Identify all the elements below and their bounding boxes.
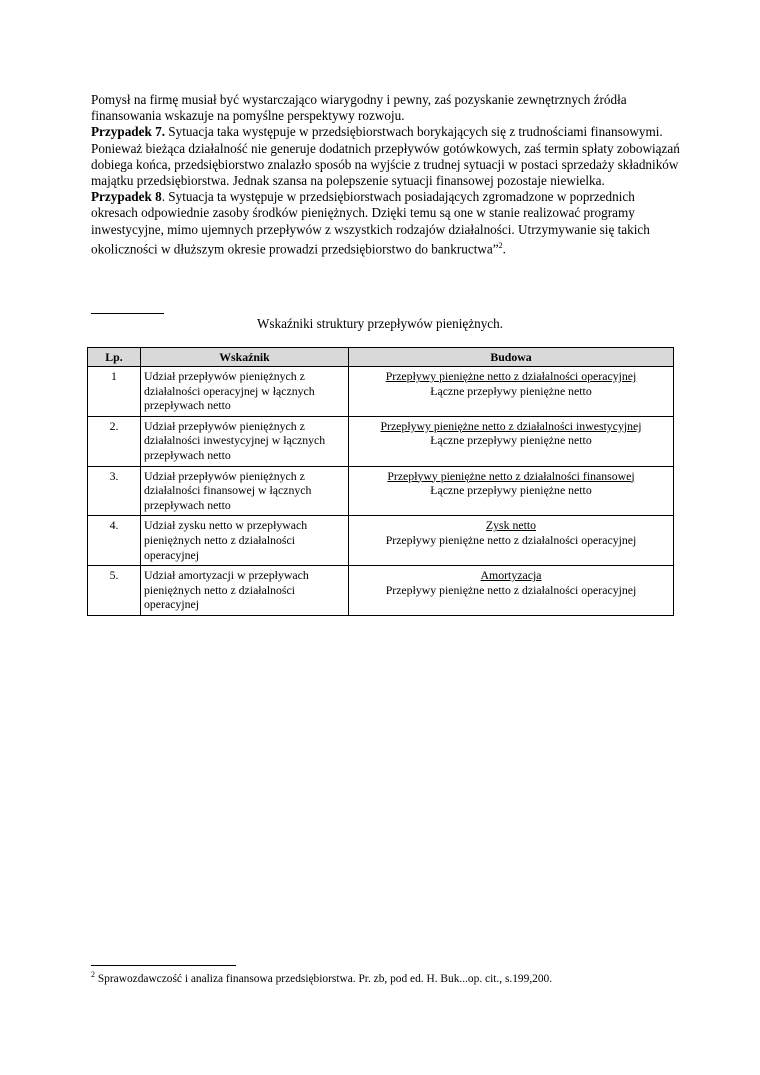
footnote-text: Sprawozdawczość i analiza finansowa przedsiębiorstwa. Pr. zb, pod ed. H. Buk...op. cit., s.199,200. <box>95 972 553 985</box>
formula-denominator: Przepływy pieniężne netto z działalności operacyjnej <box>385 582 637 597</box>
row-indicator-name: Udział przepływów pieniężnych z działalności inwestycyjnej w łącznych przepływach netto <box>141 416 349 466</box>
paragraph-case-7 <box>91 124 681 189</box>
case-8-text: . Sytuacja ta występuje w przedsiębiorstwach posiadających zgromadzone w poprzednich okresach odpowiednie zasoby środków pieniężnych. Dzięki temu są one w stanie realizować programy inwestycyjne, mimo ujemnych przepływów z wszystkich rodzajów działalności. Utrzymywanie się takich okoliczności w dłuższym okresie prowadzi przedsiębiorstwo do bankructwa” <box>91 189 650 257</box>
paragraph-1: Pomysł na firmę musiał być wystarczająco wiarygodny i pewny, zaś pozyskanie zewnętrznych źródła finansowania wskazuje na pomyślne perspektywy rozwoju. <box>91 92 627 124</box>
row-lp: 2. <box>88 416 141 466</box>
body-text <box>91 92 681 257</box>
row-lp: 3. <box>88 466 141 516</box>
footnote-separator <box>91 965 236 966</box>
table-row <box>88 566 674 616</box>
formula-numerator: Zysk netto <box>485 518 537 533</box>
formula-denominator: Łączne przepływy pieniężne netto <box>430 483 592 498</box>
row-indicator-name: Udział amortyzacji w przepływach pieniężnych netto z działalności operacyjnej <box>141 566 349 616</box>
formula-numerator: Przepływy pieniężne netto z działalności operacyjnej <box>385 369 637 383</box>
row-indicator-name: Udział zysku netto w przepływach pieniężnych netto z działalności operacyjnej <box>141 516 349 566</box>
footnote <box>91 970 711 985</box>
table-row <box>88 516 674 566</box>
formula-numerator: Przepływy pieniężne netto z działalności inwestycyjnej <box>380 418 642 433</box>
row-structure <box>349 466 674 516</box>
footnote-number: 2 <box>91 970 95 979</box>
row-indicator-name: Udział przepływów pieniężnych z działalności operacyjnej w łącznych przepływach netto <box>141 367 349 417</box>
table-header-row <box>88 348 674 367</box>
case-8-end: . <box>502 241 506 257</box>
row-structure <box>349 367 674 417</box>
formula-denominator: Łączne przepływy pieniężne netto <box>430 433 592 448</box>
header-lp: Lp. <box>88 348 141 367</box>
quote-separator <box>91 313 164 314</box>
case-8-label: Przypadek 8 <box>91 189 162 205</box>
case-7-text: Sytuacja taka występuje w przedsiębiorstwach borykających się z trudnościami finansowymi. Ponieważ bieżąca działalność nie generuje dodatnich przepływów gotówkowych, zaś termin spłaty zobowiązań dobiega końca, przedsiębiorstwo znalazło sposób na wyjście z trudnej sytuacji w postaci sprzedaży składników majątku przedsiębiorstwa. Jednak szansa na polepszenie sytuacji finansowej pozostaje niewielka. <box>91 124 680 189</box>
paragraph-case-8 <box>91 189 681 257</box>
table-row <box>88 416 674 466</box>
formula-denominator: Łączne przepływy pieniężne netto <box>430 383 592 398</box>
formula-numerator: Przepływy pieniężne netto z działalności finansowej <box>387 468 635 483</box>
row-structure <box>349 516 674 566</box>
row-structure <box>349 416 674 466</box>
row-lp: 4. <box>88 516 141 566</box>
footnote-ref: 2 <box>498 240 503 250</box>
row-lp: 5. <box>88 566 141 616</box>
indicators-table <box>87 347 674 616</box>
table-row <box>88 367 674 417</box>
table-row <box>88 466 674 516</box>
row-lp: 1 <box>88 367 141 417</box>
formula-numerator: Amortyzacja <box>480 568 542 583</box>
table-caption: Wskaźniki struktury przepływów pieniężnych. <box>256 316 504 331</box>
header-structure: Budowa <box>349 348 674 367</box>
case-7-label: Przypadek 7. <box>91 124 165 140</box>
row-indicator-name: Udział przepływów pieniężnych z działalności finansowej w łącznych przepływach netto <box>141 466 349 516</box>
formula-denominator: Przepływy pieniężne netto z działalności operacyjnej <box>385 532 637 547</box>
row-structure <box>349 566 674 616</box>
header-indicator: Wskaźnik <box>141 348 349 367</box>
